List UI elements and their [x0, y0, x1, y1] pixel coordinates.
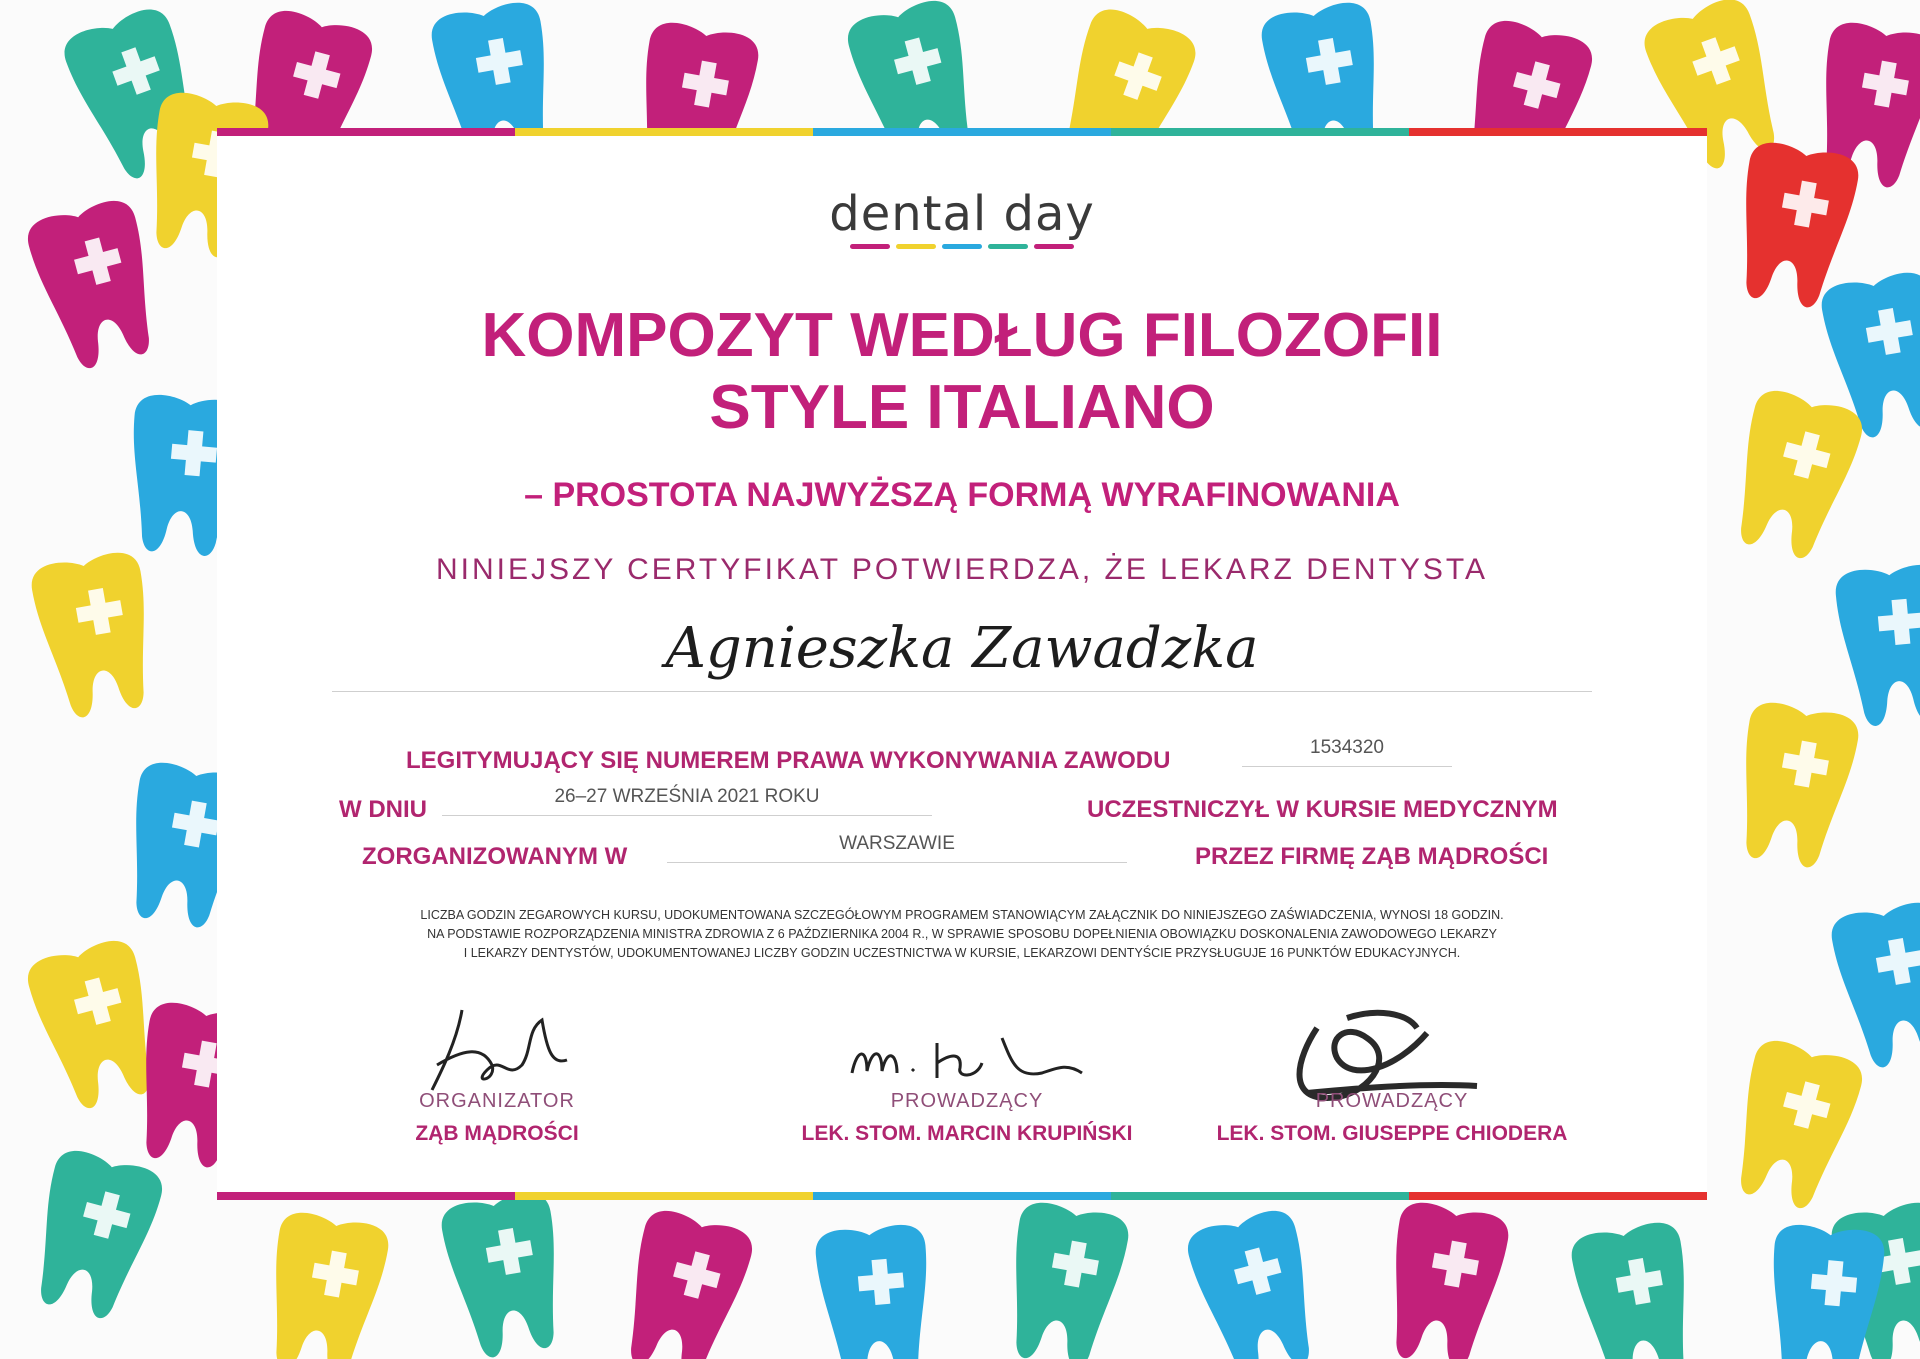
course-title-line-2: STYLE ITALIANO	[709, 373, 1215, 442]
fine-print-line-1: LICZBA GODZIN ZEGAROWYCH KURSU, UDOKUMENTOWANA SZCZEGÓŁOWYM PROGRAMEM STANOWIĄCYM ZAŁĄCZNIK DO NINIEJSZEGO ZAŚWIADCZENIA, WYNOSI 18 GODZIN.	[420, 908, 1504, 922]
bottom-color-stripe	[217, 1192, 1707, 1200]
tooth-icon	[438, 1189, 574, 1359]
license-number: 1534320	[1310, 737, 1384, 758]
company-label: PRZEZ FIRMĘ ZĄB MĄDROŚCI	[1195, 843, 1549, 870]
tooth-icon	[1720, 386, 1867, 566]
tooth-icon	[20, 1146, 167, 1326]
organizer-name: ZĄB MĄDROŚCI	[415, 1122, 579, 1145]
participated-label: UCZESTNICZYŁ W KURSIE MEDYCZNYM	[1087, 796, 1558, 823]
instructor-2-name: LEK. STOM. GIUSEPPE CHIODERA	[1216, 1122, 1568, 1145]
instructor-2-role: PROWADZĄCY	[1315, 1090, 1469, 1112]
fine-print-line-2: NA PODSTAWIE ROZPORZĄDZENIA MINISTRA ZDROWIA Z 6 PAŹDZIERNIKA 2004 R., W SPRAWIE SPOSOBU DOPEŁNIENIA OBOWIĄZKU DOSKONALENIA ZAWODOWEGO LEKARZY	[427, 927, 1497, 941]
tooth-icon	[1726, 699, 1862, 872]
certificate-panel	[217, 128, 1707, 1200]
date-value: 26–27 WRZEŚNIA 2021 ROKU	[554, 786, 820, 807]
tooth-icon	[256, 1209, 392, 1359]
instructor-1-signature	[842, 1023, 1102, 1093]
logo-color-bars	[217, 244, 1707, 249]
tooth-icon	[610, 1206, 757, 1359]
tooth-icon	[814, 1223, 937, 1359]
organizer-role: ORGANIZATOR	[419, 1090, 575, 1112]
tooth-icon	[28, 549, 164, 722]
logo-text: dental day	[829, 186, 1095, 242]
tooth-icon	[1720, 1036, 1867, 1216]
dental-day-logo	[217, 186, 1707, 249]
license-underline	[1242, 766, 1452, 767]
date-label: W DNIU	[339, 796, 427, 823]
confirmation-text: NINIEJSZY CERTYFIKAT POTWIERDZA, ŻE LEKARZ DENTYSTA	[435, 553, 1489, 586]
fine-print-line-3: I LEKARZY DENTYSTÓW, UDOKUMENTOWANEJ LICZBY GODZIN UCZESTNICTWA W KURSIE, LEKARZOWI DENTYŚCIE PRZYSŁUGUJE 16 PUNKTÓW EDUKACYJNYCH.	[463, 946, 1461, 960]
tooth-icon	[1183, 1206, 1330, 1359]
tooth-icon	[1376, 1199, 1512, 1359]
city-value: WARSZAWIE	[839, 833, 955, 854]
tooth-icon	[996, 1199, 1132, 1359]
recipient-name: Agnieszka Zawadzka	[665, 616, 1259, 681]
top-color-stripe	[217, 128, 1707, 136]
tooth-icon	[1828, 899, 1920, 1072]
instructor-1-name: LEK. STOM. MARCIN KRUPIŃSKI	[801, 1122, 1133, 1145]
fine-print	[277, 906, 1647, 963]
tooth-icon	[23, 196, 170, 376]
instructor-1-role: PROWADZĄCY	[890, 1090, 1044, 1112]
tooth-icon	[1834, 563, 1920, 729]
recipient-name-underline	[332, 691, 1592, 692]
course-title	[217, 300, 1707, 444]
city-underline	[667, 862, 1127, 863]
course-title-line-1: KOMPOZYT WEDŁUG FILOZOFII	[481, 301, 1443, 370]
organized-label: ZORGANIZOWANYM W	[362, 843, 628, 870]
organizer-signature	[402, 990, 602, 1100]
course-subtitle: – PROSTOTA NAJWYŻSZĄ FORMĄ WYRAFINOWANIA	[524, 476, 1400, 514]
tooth-icon	[1568, 1219, 1704, 1359]
date-underline	[442, 815, 932, 816]
license-label: LEGITYMUJĄCY SIĘ NUMEREM PRAWA WYKONYWANIA ZAWODU	[406, 747, 1171, 774]
